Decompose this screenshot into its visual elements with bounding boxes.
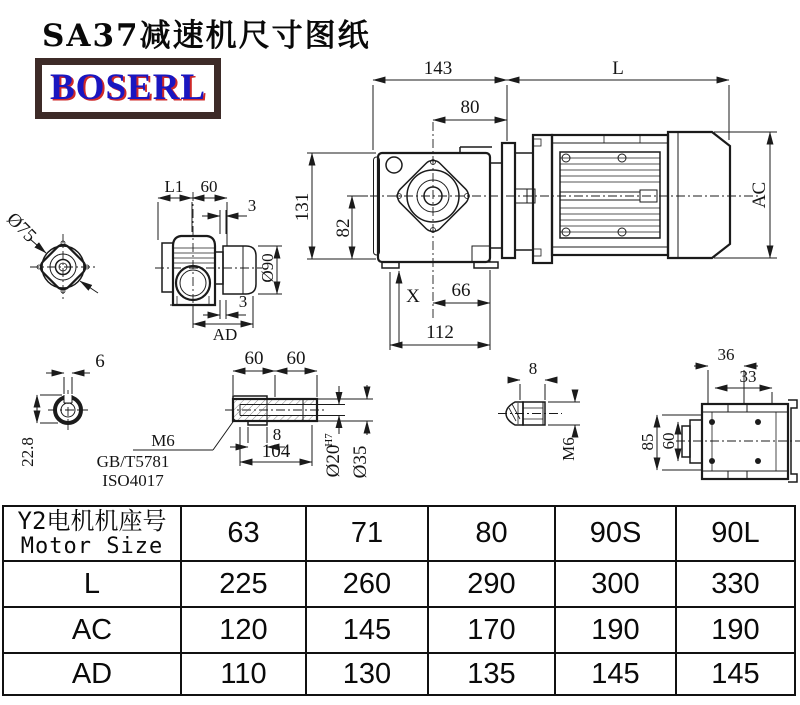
- housing-rear-view: [638, 345, 800, 482]
- dim-dia20: Ø20: [323, 444, 344, 478]
- gearbox-top-view: [155, 177, 282, 344]
- dim-60-top: 60: [200, 177, 218, 196]
- col-header-90L: 90L: [676, 506, 795, 561]
- cell-AD-71: 130: [306, 653, 428, 695]
- shaft-end-view: [498, 359, 580, 461]
- table-row-L: [3, 561, 795, 607]
- gearmotor-side-view: [292, 58, 777, 350]
- dim-L: L: [612, 58, 624, 79]
- dim-8-bolt: 8: [528, 359, 538, 378]
- cell-L-90L: 330: [676, 561, 795, 607]
- row-label-AC: AC: [3, 607, 181, 653]
- dim-60-a: 60: [244, 348, 264, 369]
- dim-AC: AC: [749, 181, 770, 209]
- cell-AD-90S: 145: [555, 653, 676, 695]
- dim-X: X: [406, 286, 420, 307]
- dim-112: 112: [426, 322, 454, 343]
- dim-dia90: Ø90: [258, 253, 277, 283]
- dim-dia75: Ø75: [2, 208, 41, 247]
- dim-22-8: 22.8: [18, 437, 37, 467]
- dim-85: 85: [638, 433, 657, 451]
- cell-L-80: 290: [428, 561, 555, 607]
- cell-AC-90S: 190: [555, 607, 676, 653]
- dim-3-bottom: 3: [238, 292, 248, 311]
- table-row-AD: [3, 653, 795, 695]
- cell-L-63: 225: [181, 561, 306, 607]
- row-label-AD: AD: [3, 653, 181, 695]
- output-flange-view: [2, 209, 98, 300]
- dim-8-keyway: 8: [272, 425, 282, 444]
- col-header-71: 71: [306, 506, 428, 561]
- cell-AD-90L: 145: [676, 653, 795, 695]
- label-gb-t5781: GB/T5781: [96, 452, 170, 471]
- label-m6: M6: [151, 431, 175, 450]
- row-label-L: L: [3, 561, 181, 607]
- dim-AD: AD: [212, 325, 238, 344]
- dim-3-top: 3: [247, 196, 257, 215]
- dim-36: 36: [717, 345, 735, 364]
- shaft-section-view: [18, 351, 105, 467]
- dim-80: 80: [460, 97, 480, 118]
- dim-82: 82: [333, 218, 354, 238]
- table-header-en: Motor Size: [20, 533, 164, 559]
- brand-logo-text: BOSERL: [50, 67, 207, 108]
- cell-AC-71: 145: [306, 607, 428, 653]
- hollow-shaft-view: [97, 348, 373, 490]
- cell-AD-80: 135: [428, 653, 555, 695]
- cell-AC-63: 120: [181, 607, 306, 653]
- table-header-cn: Y2电机机座号: [17, 507, 167, 536]
- page-title: SA37减速机尺寸图纸: [42, 18, 371, 54]
- cell-L-71: 260: [306, 561, 428, 607]
- col-header-80: 80: [428, 506, 555, 561]
- dim-66: 66: [451, 280, 471, 301]
- dim-6: 6: [95, 351, 105, 372]
- dim-143: 143: [423, 58, 453, 79]
- dim-104: 104: [261, 441, 291, 462]
- col-header-90S: 90S: [555, 506, 676, 561]
- spec-table: [2, 505, 796, 696]
- dim-dia20-tolerance: H7: [323, 433, 335, 447]
- dim-33: 33: [739, 367, 757, 386]
- dim-dia35: Ø35: [350, 445, 371, 479]
- table-header-cell: [3, 506, 181, 561]
- dim-60-b: 60: [286, 348, 306, 369]
- cell-AC-80: 170: [428, 607, 555, 653]
- dim-L1: L1: [164, 177, 184, 196]
- cell-AD-63: 110: [181, 653, 306, 695]
- col-header-63: 63: [181, 506, 306, 561]
- cell-AC-90L: 190: [676, 607, 795, 653]
- dim-60-rear: 60: [659, 432, 678, 450]
- label-iso4017: ISO4017: [102, 471, 164, 490]
- motor-fins: [560, 135, 660, 232]
- cell-L-90S: 300: [555, 561, 676, 607]
- dim-M6-thread: M6: [559, 437, 578, 461]
- table-row-AC: [3, 607, 795, 653]
- dim-131: 131: [292, 192, 313, 222]
